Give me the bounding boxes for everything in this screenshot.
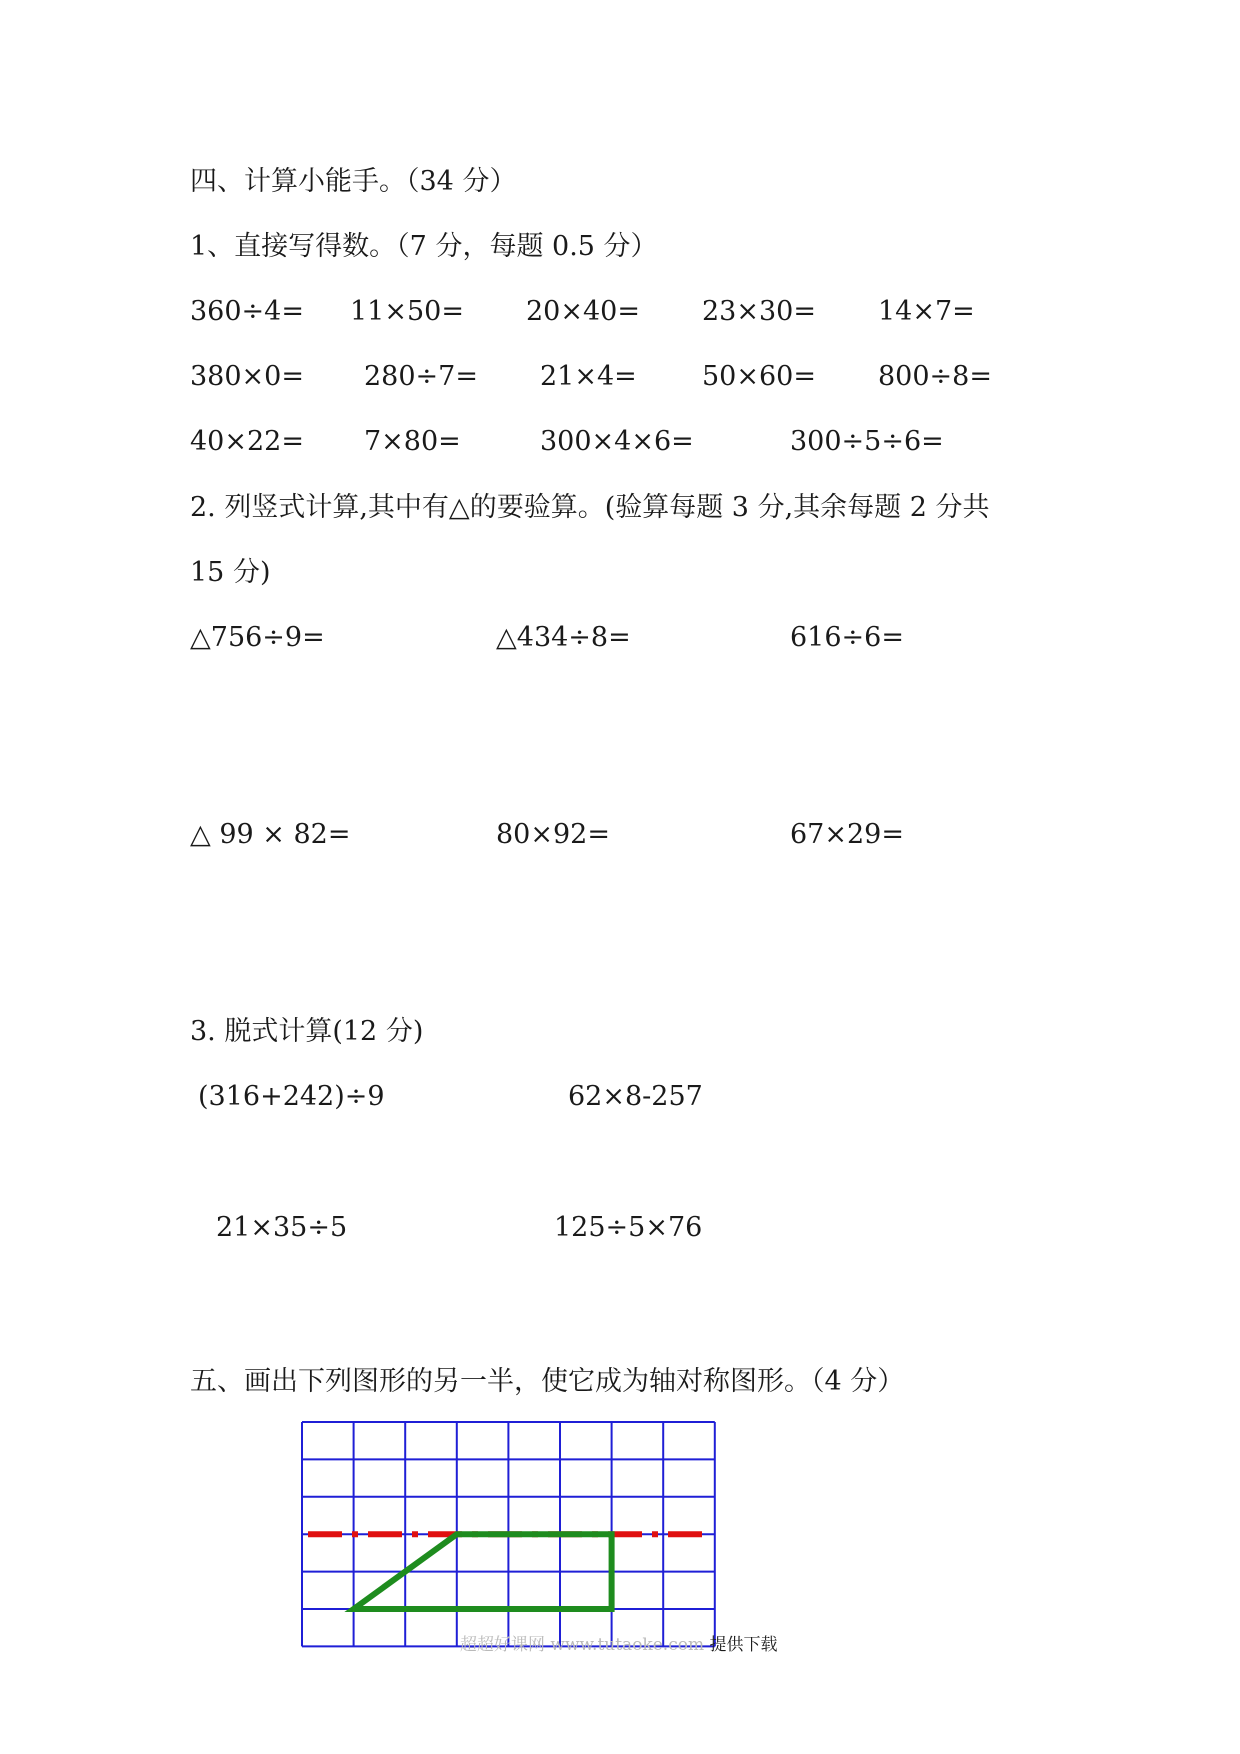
q2-expr: 616÷6= <box>790 622 904 653</box>
q2-title-line-1: 2. 列竖式计算,其中有△的要验算。(验算每题 3 分,其余每题 2 分共 <box>190 492 990 523</box>
q3-title: 3. 脱式计算(12 分) <box>190 1016 424 1047</box>
q1-expr: 300÷5÷6= <box>790 426 944 457</box>
q2-title-line-2: 15 分) <box>190 557 271 588</box>
q1-expr: 21×4= <box>540 361 637 392</box>
q3-expr: (316+242)÷9 <box>198 1081 385 1112</box>
section-5-title: 五、画出下列图形的另一半，使它成为轴对称图形。（4 分） <box>190 1366 905 1397</box>
q2-expr: △756÷9= <box>190 622 325 653</box>
q3-expr: 21×35÷5 <box>216 1212 348 1243</box>
q1-expr: 23×30= <box>702 296 816 327</box>
q1-title: 1、直接写得数。（7 分，每题 0.5 分） <box>190 231 658 262</box>
q1-expr: 800÷8= <box>878 361 992 392</box>
q2-expr: 67×29= <box>790 819 904 850</box>
q1-expr: 20×40= <box>526 296 640 327</box>
q1-expr: 7×80= <box>364 426 461 457</box>
q1-expr: 300×4×6= <box>540 426 694 457</box>
q1-expr: 360÷4= <box>190 296 304 327</box>
q3-expr: 62×8-257 <box>568 1081 703 1112</box>
q1-expr: 50×60= <box>702 361 816 392</box>
q1-expr: 14×7= <box>878 296 975 327</box>
footer-download-text: 提供下载 <box>709 1635 778 1655</box>
q1-expr: 11×50= <box>350 296 464 327</box>
download-footer <box>460 1634 777 1656</box>
q2-expr: 80×92= <box>496 819 610 850</box>
q1-expr: 280÷7= <box>364 361 478 392</box>
footer-site-text: 超超好课网 www.tutaoke.com <box>460 1635 705 1655</box>
q3-expr: 125÷5×76 <box>554 1212 703 1243</box>
q1-expr: 40×22= <box>190 426 304 457</box>
q2-expr: △ 99 × 82= <box>190 819 351 850</box>
section-4-title: 四、计算小能手。（34 分） <box>190 166 517 197</box>
q1-expr: 380×0= <box>190 361 304 392</box>
symmetry-grid-figure <box>300 1420 716 1650</box>
q2-expr: △434÷8= <box>496 622 631 653</box>
